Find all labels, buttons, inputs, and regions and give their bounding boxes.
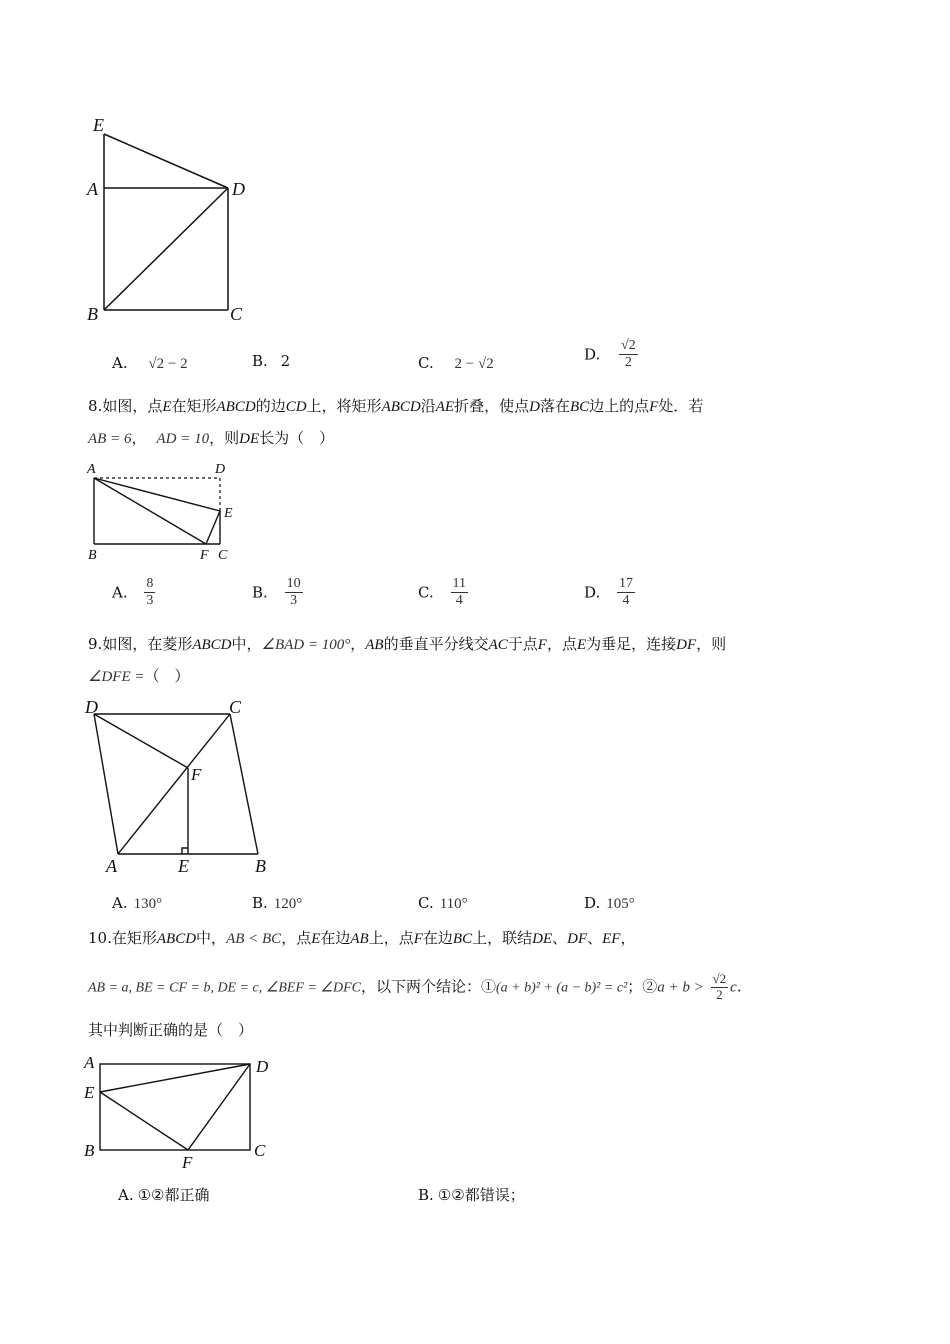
- q8-label-f: F: [200, 548, 209, 563]
- q8-option-a[interactable]: A. $\frac{8}{3}$: [112, 576, 154, 609]
- q8-question: 8.如图，点E在矩形ABCD的边CD上，将矩形ABCD沿AE折叠，使点D落在BC边上的点F处．若: [88, 397, 704, 415]
- q8-label-d: D: [215, 462, 226, 477]
- q9-option-c[interactable]: C. 110°: [418, 894, 468, 912]
- q9-label-b: B: [255, 856, 266, 876]
- q7-label-d: D: [232, 179, 245, 199]
- q10-label-d: D: [256, 1057, 269, 1076]
- q8-label-b: B: [88, 548, 97, 563]
- q10-label-f: F: [182, 1153, 193, 1172]
- q8-option-d[interactable]: D. $\frac{17}{4}$: [584, 576, 634, 609]
- q8-label-a: A: [87, 462, 96, 477]
- q7-option-b[interactable]: B. 2: [252, 352, 291, 370]
- q7-option-a-value: √2 − 2: [148, 356, 188, 372]
- q8-question-line2: AB = 6， AD = 10，则DE长为（ ）: [88, 429, 335, 447]
- q7-option-a[interactable]: A. √2 − 2: [112, 354, 188, 372]
- q10-label-a: A: [84, 1053, 95, 1072]
- q10-label-b: B: [84, 1141, 95, 1160]
- q7-label-e: E: [93, 115, 104, 135]
- q7-figure: [80, 110, 260, 330]
- q10-question-line2: AB = a, BE = CF = b, DE = c, ∠BEF = ∠DFC，以下两个结论：①(a + b)² + (a − b)² = c²；②a + b > $\frac{√2}{2}$ c.: [88, 971, 742, 1002]
- q8-label-c: C: [218, 548, 228, 563]
- q10-label-c: C: [254, 1141, 266, 1160]
- q8-option-c[interactable]: C. $\frac{11}{4}$: [418, 576, 466, 609]
- q8-label-e: E: [224, 506, 233, 521]
- q9-option-d[interactable]: D. 105°: [584, 894, 635, 912]
- q10-question: 10.在矩形ABCD中，AB < BC，点E在边AB上，点F在边BC上，联结DE、DF、EF，: [88, 929, 636, 947]
- q9-label-f: F: [191, 765, 202, 784]
- q9-option-a[interactable]: A. 130°: [112, 894, 163, 912]
- q7-label-c: C: [230, 304, 243, 324]
- q9-label-e: E: [178, 856, 189, 876]
- q9-label-a: A: [106, 856, 117, 876]
- q10-question-line3: 其中判断正确的是（ ）: [88, 1021, 254, 1039]
- q9-label-d: D: [85, 697, 98, 717]
- q7-label-b: B: [87, 304, 98, 324]
- q10-label-e: E: [84, 1083, 95, 1102]
- q8-figure: [84, 458, 244, 564]
- q9-question: 9.如图，在菱形ABCD中，∠BAD = 100°，AB的垂直平分线交AC于点F，点E为垂足，连接DF，则: [88, 635, 727, 653]
- q7-option-d[interactable]: D. $\frac{√2}{2}$: [584, 338, 636, 371]
- q8-option-b[interactable]: B. $\frac{10}{3}$: [252, 576, 301, 609]
- q7-option-c[interactable]: C. 2 − √2: [418, 354, 494, 372]
- q10-figure: [80, 1050, 280, 1174]
- q7-label-a: A: [87, 179, 98, 199]
- q10-option-b[interactable]: B. ①②都错误；: [418, 1186, 525, 1204]
- q9-question-line2: ∠DFE =（ ）: [88, 667, 190, 685]
- q9-label-c: C: [229, 697, 242, 717]
- q9-figure: [80, 694, 280, 880]
- q9-option-b[interactable]: B. 120°: [252, 894, 303, 912]
- q10-option-a[interactable]: A. ①②都正确: [118, 1186, 210, 1204]
